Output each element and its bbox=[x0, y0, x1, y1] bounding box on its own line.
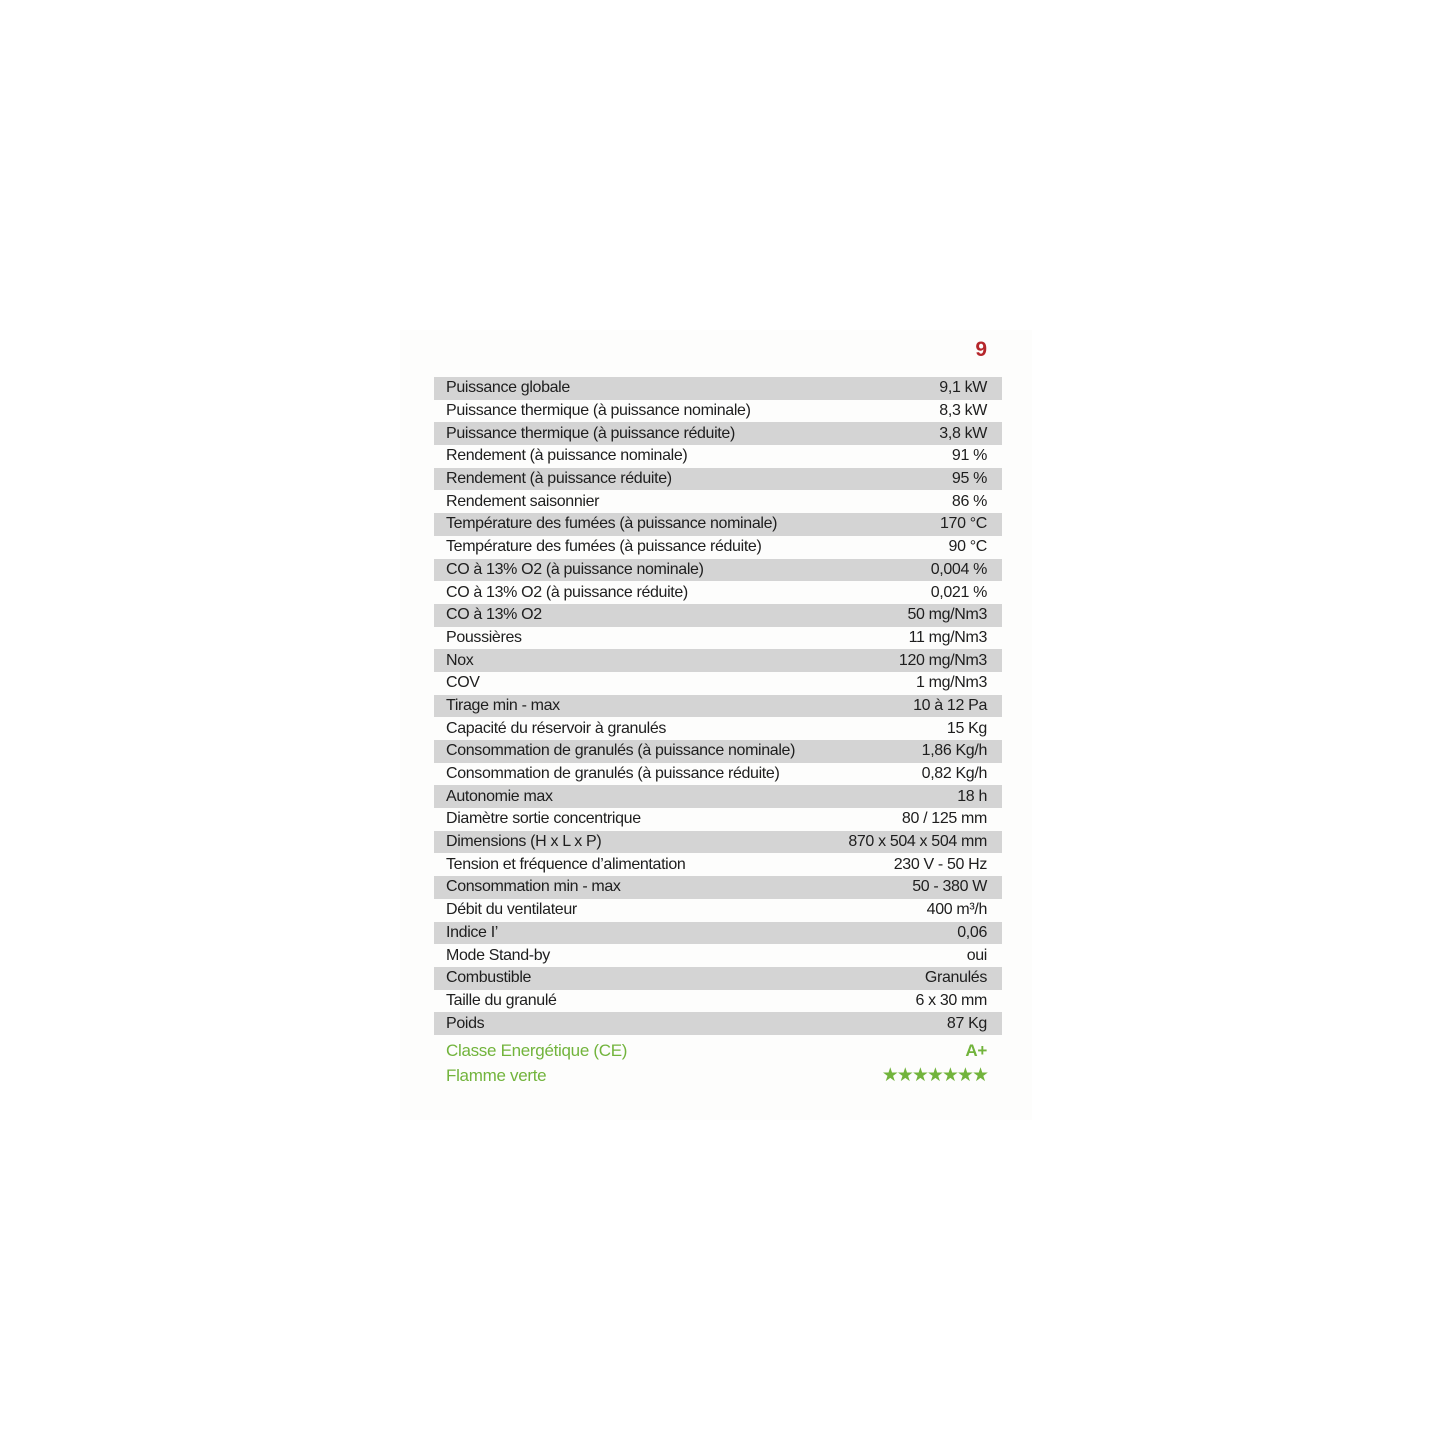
spec-row bbox=[434, 853, 1002, 876]
spec-row bbox=[434, 740, 1002, 763]
spec-row bbox=[434, 944, 1002, 967]
spec-label: Consommation min - max bbox=[446, 878, 621, 896]
spec-row bbox=[434, 831, 1002, 854]
spec-label: Température des fumées (à puissance réduite) bbox=[446, 538, 762, 556]
spec-label: Puissance thermique (à puissance réduite) bbox=[446, 424, 735, 442]
spec-row bbox=[434, 490, 1002, 513]
spec-row bbox=[434, 400, 1002, 423]
spec-value: 0,06 bbox=[957, 923, 987, 941]
spec-value: 15 Kg bbox=[946, 719, 987, 737]
spec-value: 120 mg/Nm3 bbox=[898, 651, 987, 669]
spec-row bbox=[434, 990, 1002, 1013]
energy-class-row bbox=[434, 1038, 1002, 1063]
model-number: 9 bbox=[975, 338, 987, 361]
spec-value: 8,3 kW bbox=[939, 402, 987, 420]
spec-row bbox=[434, 445, 1002, 468]
spec-table bbox=[434, 377, 1002, 1035]
spec-label: Diamètre sortie concentrique bbox=[446, 810, 641, 828]
spec-label: Rendement (à puissance nominale) bbox=[446, 447, 688, 465]
energy-section bbox=[434, 1038, 1002, 1088]
spec-row bbox=[434, 899, 1002, 922]
spec-label: Poussières bbox=[446, 628, 522, 646]
spec-value: 50 - 380 W bbox=[912, 878, 987, 896]
spec-row bbox=[434, 468, 1002, 491]
spec-label: Combustible bbox=[446, 969, 532, 987]
spec-value: 50 mg/Nm3 bbox=[907, 606, 987, 624]
spec-label: Mode Stand-by bbox=[446, 946, 550, 964]
spec-label: CO à 13% O2 (à puissance nominale) bbox=[446, 560, 704, 578]
spec-label: Nox bbox=[446, 651, 474, 669]
spec-row bbox=[434, 627, 1002, 650]
spec-value: 1 mg/Nm3 bbox=[916, 674, 987, 692]
spec-value: 0,021 % bbox=[930, 583, 987, 601]
spec-row bbox=[434, 922, 1002, 945]
spec-label: Tension et fréquence d’alimentation bbox=[446, 855, 686, 873]
flamme-verte-label: Flamme verte bbox=[446, 1065, 547, 1085]
spec-value: 86 % bbox=[951, 492, 987, 510]
spec-label: Dimensions (H x L x P) bbox=[446, 833, 602, 851]
energy-class-value: A+ bbox=[965, 1040, 987, 1060]
spec-label: Indice I’ bbox=[446, 923, 498, 941]
spec-value: 90 °C bbox=[948, 538, 987, 556]
spec-value: 870 x 504 x 504 mm bbox=[848, 833, 987, 851]
spec-label: Poids bbox=[446, 1014, 485, 1032]
spec-label: COV bbox=[446, 674, 480, 692]
spec-label: Rendement (à puissance réduite) bbox=[446, 470, 672, 488]
spec-row bbox=[434, 649, 1002, 672]
spec-value: 80 / 125 mm bbox=[901, 810, 987, 828]
spec-value: 400 m³/h bbox=[926, 901, 987, 919]
spec-row bbox=[434, 717, 1002, 740]
spec-value: 95 % bbox=[951, 470, 987, 488]
flamme-verte-row bbox=[434, 1063, 1002, 1088]
spec-row bbox=[434, 1012, 1002, 1035]
spec-value: 6 x 30 mm bbox=[915, 991, 987, 1009]
spec-label: Température des fumées (à puissance nominale) bbox=[446, 515, 778, 533]
spec-value: 230 V - 50 Hz bbox=[893, 855, 987, 873]
spec-label: Puissance globale bbox=[446, 379, 570, 397]
spec-value: 170 °C bbox=[940, 515, 987, 533]
spec-label: Débit du ventilateur bbox=[446, 901, 577, 919]
spec-row bbox=[434, 536, 1002, 559]
spec-row bbox=[434, 422, 1002, 445]
spec-row bbox=[434, 513, 1002, 536]
spec-row bbox=[434, 559, 1002, 582]
spec-row bbox=[434, 377, 1002, 400]
spec-row bbox=[434, 808, 1002, 831]
spec-value: 11 mg/Nm3 bbox=[908, 628, 987, 646]
spec-row bbox=[434, 604, 1002, 627]
spec-row bbox=[434, 785, 1002, 808]
spec-label: Consommation de granulés (à puissance réduite) bbox=[446, 765, 780, 783]
spec-label: Consommation de granulés (à puissance nominale) bbox=[446, 742, 796, 760]
spec-value: 1,86 Kg/h bbox=[921, 742, 987, 760]
spec-row bbox=[434, 695, 1002, 718]
spec-label: Autonomie max bbox=[446, 787, 553, 805]
spec-row bbox=[434, 876, 1002, 899]
spec-value: Granulés bbox=[924, 969, 987, 987]
spec-value: 0,004 % bbox=[930, 560, 987, 578]
spec-value: oui bbox=[966, 946, 987, 964]
spec-value: 10 à 12 Pa bbox=[913, 696, 987, 714]
spec-value: 9,1 kW bbox=[939, 379, 987, 397]
spec-label: CO à 13% O2 bbox=[446, 606, 542, 624]
spec-value: 18 h bbox=[957, 787, 987, 805]
spec-row bbox=[434, 581, 1002, 604]
spec-row bbox=[434, 763, 1002, 786]
star-rating-icon: ★★★★★★★ bbox=[881, 1065, 987, 1086]
spec-label: Rendement saisonnier bbox=[446, 492, 600, 510]
spec-label: Tirage min - max bbox=[446, 696, 560, 714]
spec-value: 87 Kg bbox=[946, 1014, 987, 1032]
spec-row bbox=[434, 967, 1002, 990]
spec-value: 3,8 kW bbox=[939, 424, 987, 442]
spec-row bbox=[434, 672, 1002, 695]
spec-label: Taille du granulé bbox=[446, 991, 557, 1009]
spec-label: Puissance thermique (à puissance nominale) bbox=[446, 402, 751, 420]
spec-label: CO à 13% O2 (à puissance réduite) bbox=[446, 583, 688, 601]
spec-label: Capacité du réservoir à granulés bbox=[446, 719, 667, 737]
spec-value: 91 % bbox=[951, 447, 987, 465]
energy-class-label: Classe Energétique (CE) bbox=[446, 1040, 628, 1060]
spec-value: 0,82 Kg/h bbox=[921, 765, 987, 783]
